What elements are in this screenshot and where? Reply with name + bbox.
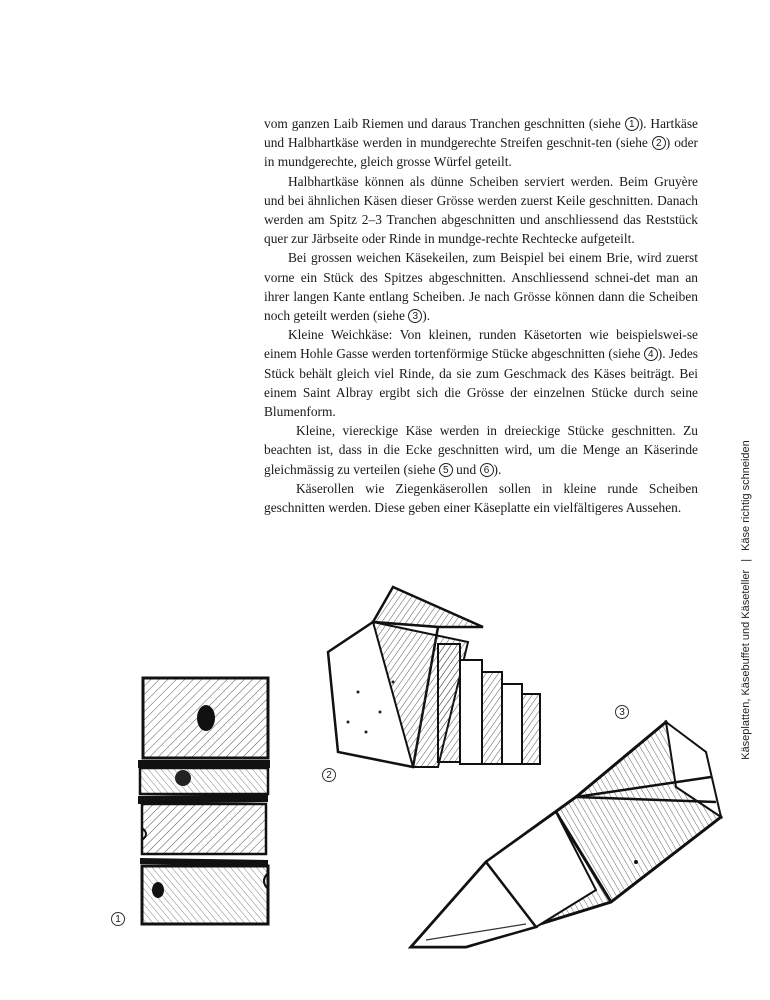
- figure-ref-5: 5: [439, 463, 453, 477]
- figure-ref-2: 2: [652, 136, 666, 150]
- paragraph-6: Käserollen wie Ziegenkäserollen sollen in kleine runde Scheiben geschnitten werden. Diese geben einer Käseplatte ein vielfältigeres Aussehen.: [264, 480, 698, 516]
- figure-ref-1: 1: [625, 117, 639, 131]
- figure-ref-4: 4: [644, 347, 658, 361]
- illustration-soft-cheese-wedge: [406, 712, 726, 962]
- paragraph-2: Halbhartkäse können als dünne Scheiben serviert werden. Beim Gruyère und bei ähnlichen Käsen dieser Grösse werden zuerst Keile geschnitten. Danach werden am Spitz 2–3 Tranchen abgeschnitten und anschliessend das Reststück quer zur Järbseite oder Rinde in mundge-rechte Rechtecke aufgeteilt.: [264, 173, 698, 247]
- figure-label-2: 2: [322, 768, 336, 782]
- paragraph-3: Bei grossen weichen Käsekeilen, zum Beispiel bei einem Brie, wird zuerst vorne ein Stück des Spitzes abgeschnitten. Anschliessend schnei-det man an ihrer langen Kante entlang Scheiben. Je nach Grösse können dann die Scheiben noch geteilt werden (siehe 3 ).: [264, 250, 698, 324]
- illustration-cheese-strips: [128, 668, 278, 938]
- body-text: [264, 114, 698, 517]
- chapter-title: Käseplatten, Käsebuffet und Käseteller: [740, 569, 752, 760]
- figure-label-3: 3: [615, 705, 629, 719]
- paragraph-5: Kleine, viereckige Käse werden in dreieckige Stücke geschnitten. Zu beachten ist, dass in die Ecke geschnitten wird, um die Menge an Käserinde gleichmässig zu verteilen (siehe 5 und 6 ).: [264, 423, 698, 477]
- figure-ref-3: 3: [408, 309, 422, 323]
- paragraph-4: Kleine Weichkäse: Von kleinen, runden Käsetorten wie beispielswei-se einem Hohle Gasse werden tortenförmige Stücke abgeschnitten (siehe 4 ). Jedes Stück behält gleich viel Rinde, da sie zum Geschmack des Käses beiträgt. Bei einem Saint Albray ergibt sich die Grösse der einzelnen Stücke durch seine Blumenform.: [264, 327, 698, 420]
- figure-label-1: 1: [111, 912, 125, 926]
- paragraph-1: vom ganzen Laib Riemen und daraus Tranchen geschnitten (siehe 1 ). Hartkäse und Halbhartkäse werden in mundgerechte Streifen geschnit-ten (siehe 2 ) oder in mundgerechte, gleich grosse Würfel geteilt.: [264, 116, 698, 170]
- running-header-vertical: [732, 422, 760, 778]
- header-separator: |: [740, 558, 752, 562]
- figure-ref-6: 6: [480, 463, 494, 477]
- section-title: Käse richtig schneiden: [740, 440, 752, 551]
